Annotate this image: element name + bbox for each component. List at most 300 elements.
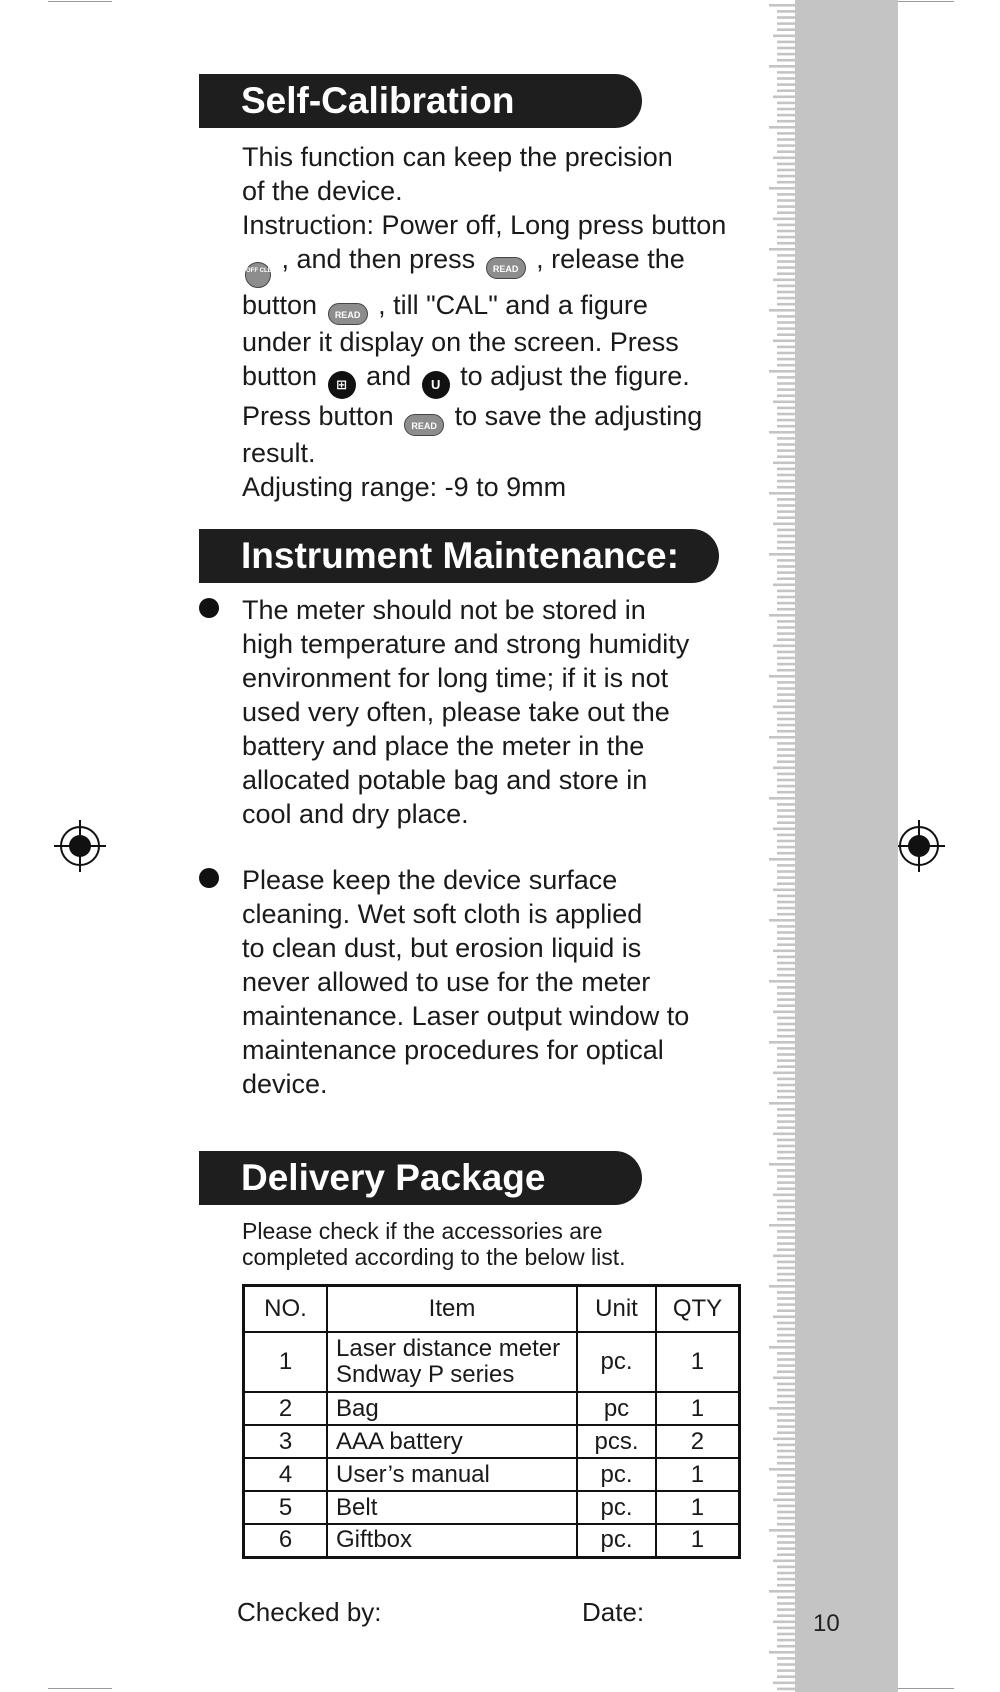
ruler-tick <box>777 852 807 855</box>
ruler-tick <box>777 1669 807 1672</box>
ruler-tick <box>777 1059 807 1062</box>
ruler-tick <box>777 1584 807 1587</box>
ruler-tick <box>777 480 807 483</box>
ruler-tick <box>777 1309 807 1312</box>
text-fragment: to adjust the figure. <box>452 361 690 391</box>
text-line <box>242 325 726 359</box>
ruler-tick <box>777 1084 807 1087</box>
ruler-tick <box>773 218 807 221</box>
cell-no: 2 <box>244 1392 328 1425</box>
ruler-tick <box>777 693 807 696</box>
delivery-intro-line: completed according to the below list. <box>242 1244 626 1270</box>
ruler-tick <box>777 108 807 111</box>
ruler-tick <box>777 1413 807 1416</box>
ruler-tick <box>769 919 807 922</box>
ruler-tick <box>777 1675 807 1678</box>
ruler-tick <box>777 1023 807 1026</box>
ruler-tick <box>777 1358 807 1361</box>
ruler-tick <box>773 279 807 282</box>
ruler-tick <box>777 516 807 519</box>
ruler-tick <box>773 828 807 831</box>
ruler-tick <box>777 602 807 605</box>
ruler-tick <box>773 1133 807 1136</box>
ruler-tick <box>777 1395 807 1398</box>
ruler-tick <box>769 1529 807 1532</box>
ruler-tick <box>777 577 807 580</box>
cell-no: 3 <box>244 1425 328 1458</box>
ruler-tick <box>777 547 807 550</box>
text-fragment: button <box>242 361 325 391</box>
text-line <box>242 359 726 399</box>
ruler-tick <box>777 1108 807 1111</box>
cell-item-line: Laser distance meter <box>336 1335 561 1362</box>
section-heading-delivery: Delivery Package <box>199 1151 642 1205</box>
cell-qty: 1 <box>656 1332 740 1392</box>
ruler-tick <box>777 28 807 31</box>
self-calibration-text <box>242 140 726 504</box>
cell-no: 6 <box>244 1524 328 1557</box>
ruler-tick <box>777 931 807 934</box>
text-line <box>242 208 726 242</box>
ruler-tick <box>777 773 807 776</box>
ruler-tick <box>769 614 807 617</box>
ruler-tick <box>777 1541 807 1544</box>
text-fragment: Adjusting range: -9 to 9mm <box>242 472 567 502</box>
text-fragment: to save the adjusting <box>447 401 703 431</box>
ruler-tick <box>777 53 807 56</box>
ruler-tick <box>777 809 807 812</box>
text-fragment: Instruction: Power off, Long press button <box>242 210 727 240</box>
ruler-tick <box>777 205 807 208</box>
text-line: Please keep the device surface <box>242 865 618 895</box>
ruler-tick <box>777 321 807 324</box>
text-line: to clean dust, but erosion liquid is <box>242 933 642 963</box>
ruler-tick <box>777 1004 807 1007</box>
ruler-tick <box>777 1328 807 1331</box>
cell-item: User’s manual <box>327 1458 577 1491</box>
table-row <box>244 1425 740 1458</box>
ruler-tick <box>777 486 807 489</box>
ruler-tick <box>769 1651 807 1654</box>
ruler-tick <box>777 632 807 635</box>
ruler-tick <box>769 65 807 68</box>
bullet-icon <box>199 868 219 888</box>
cell-item: Bag <box>327 1392 577 1425</box>
ruler-tick <box>777 1645 807 1648</box>
ruler-tick <box>773 1011 807 1014</box>
ruler-tick <box>777 236 807 239</box>
ruler-tick <box>777 620 807 623</box>
cell-qty: 1 <box>656 1392 740 1425</box>
maintenance-bullet-2 <box>242 863 689 1101</box>
delivery-intro <box>242 1218 626 1270</box>
registration-mark-icon <box>893 820 945 872</box>
text-fragment: and <box>358 361 419 391</box>
ruler-tick <box>769 370 807 373</box>
ruler-tick <box>773 706 807 709</box>
ruler-tick <box>777 1248 807 1251</box>
ruler-tick <box>777 1145 807 1148</box>
ruler-tick <box>777 1517 807 1520</box>
ruler-tick <box>777 474 807 477</box>
ruler-tick <box>777 510 807 513</box>
ruler-tick <box>777 254 807 257</box>
ruler-tick <box>769 736 807 739</box>
ruler-tick <box>777 1596 807 1599</box>
ruler-tick <box>777 83 807 86</box>
cell-no: 1 <box>244 1332 328 1392</box>
cell-no: 4 <box>244 1458 328 1491</box>
ruler-tick <box>777 699 807 702</box>
text-line <box>242 470 726 504</box>
ruler-tick <box>777 937 807 940</box>
text-line <box>242 140 726 174</box>
column-header-no: NO. <box>244 1286 328 1333</box>
ruler-ticks <box>757 0 807 1692</box>
ruler-tick <box>777 199 807 202</box>
ruler-tick <box>777 724 807 727</box>
ruler-tick <box>777 504 807 507</box>
maintenance-bullet-1 <box>242 593 689 831</box>
ruler-tick <box>777 59 807 62</box>
ruler-tick <box>773 1072 807 1075</box>
cell-unit: pcs. <box>577 1425 656 1458</box>
ruler-tick <box>777 1572 807 1575</box>
ruler-tick <box>769 309 807 312</box>
ruler-tick <box>777 608 807 611</box>
ruler-tick <box>773 340 807 343</box>
ruler-tick <box>777 425 807 428</box>
text-fragment: button <box>242 290 325 320</box>
cell-qty: 1 <box>656 1524 740 1557</box>
ruler-tick <box>777 71 807 74</box>
ruler-tick <box>777 346 807 349</box>
ruler-tick <box>777 407 807 410</box>
ruler-tick <box>777 138 807 141</box>
ruler-tick <box>777 1492 807 1495</box>
ruler-tick <box>769 797 807 800</box>
text-fragment: This function can keep the precision <box>242 142 673 172</box>
read-button-icon: READ <box>328 303 368 325</box>
ruler-tick <box>777 712 807 715</box>
ruler-tick <box>777 413 807 416</box>
ruler-tick <box>777 1334 807 1337</box>
ruler-tick <box>777 89 807 92</box>
ruler-tick <box>777 41 807 44</box>
ruler-tick <box>777 791 807 794</box>
checked-by-label: Checked by: <box>237 1597 382 1627</box>
ruler-tick <box>777 1431 807 1434</box>
ruler-tick <box>769 1407 807 1410</box>
text-line <box>242 242 726 288</box>
ruler-tick <box>777 968 807 971</box>
ruler-tick <box>777 1688 807 1691</box>
ruler-tick <box>769 1102 807 1105</box>
ruler-tick <box>777 1078 807 1081</box>
ruler-tick <box>777 754 807 757</box>
ruler-tick <box>777 1090 807 1093</box>
ruler-tick <box>777 394 807 397</box>
ruler-tick <box>777 1602 807 1605</box>
ruler-tick <box>777 1236 807 1239</box>
cell-unit: pc. <box>577 1491 656 1524</box>
text-fragment: , till "CAL" and a figure <box>370 290 648 320</box>
ruler-tick <box>773 462 807 465</box>
ruler-tick <box>777 297 807 300</box>
ruler-tick <box>777 1120 807 1123</box>
text-fragment: Press button <box>242 401 402 431</box>
ruler-tick <box>777 1505 807 1508</box>
ruler-tick <box>777 1261 807 1264</box>
ruler-tick <box>777 1303 807 1306</box>
ruler-tick <box>777 327 807 330</box>
column-header-qty: QTY <box>656 1286 740 1333</box>
cell-qty: 2 <box>656 1425 740 1458</box>
ruler-tick <box>773 1316 807 1319</box>
ruler-tick <box>777 1114 807 1117</box>
ruler-tick <box>777 681 807 684</box>
text-line: cool and dry place. <box>242 799 469 829</box>
cell-no: 5 <box>244 1491 328 1524</box>
table-row <box>244 1524 740 1557</box>
ruler-tick <box>777 596 807 599</box>
ruler-tick <box>777 260 807 263</box>
ruler-tick <box>769 1285 807 1288</box>
ruler-tick <box>773 1194 807 1197</box>
registration-mark-icon <box>54 820 106 872</box>
ruler-tick <box>777 163 807 166</box>
ruler-tick <box>777 895 807 898</box>
ruler-tick <box>777 1547 807 1550</box>
ruler-tick <box>777 748 807 751</box>
ruler-tick <box>777 1425 807 1428</box>
ruler-tick <box>777 1474 807 1477</box>
ruler-tick <box>769 126 807 129</box>
ruler-tick <box>777 718 807 721</box>
ruler-tick <box>777 638 807 641</box>
ruler-tick <box>777 730 807 733</box>
cell-unit: pc <box>577 1392 656 1425</box>
ruler-tick <box>777 840 807 843</box>
ruler-tick <box>777 974 807 977</box>
ruler-tick <box>777 1450 807 1453</box>
cell-qty: 1 <box>656 1458 740 1491</box>
ruler-tick <box>777 1139 807 1142</box>
ruler-tick <box>777 419 807 422</box>
ruler-tick <box>777 901 807 904</box>
ruler-tick <box>777 956 807 959</box>
ruler-tick <box>777 1401 807 1404</box>
ruler-tick <box>777 742 807 745</box>
ruler-tick <box>777 1566 807 1569</box>
off-clear-button-icon: OFF CLEAR <box>245 262 271 288</box>
ruler-tick <box>777 1535 807 1538</box>
text-line: environment for long time; if it is not <box>242 663 669 693</box>
ruler-tick <box>777 498 807 501</box>
unit-button-icon: U <box>422 371 450 399</box>
delivery-table <box>242 1284 741 1559</box>
ruler-tick <box>777 651 807 654</box>
ruler-tick <box>777 144 807 147</box>
text-line: used very often, please take out the <box>242 697 670 727</box>
ruler-tick <box>777 1230 807 1233</box>
ruler-strip <box>795 0 898 1692</box>
ruler-tick <box>777 1389 807 1392</box>
cell-unit: pc. <box>577 1524 656 1557</box>
ruler-tick <box>777 303 807 306</box>
column-header-unit: Unit <box>577 1286 656 1333</box>
ruler-tick <box>773 1560 807 1563</box>
ruler-tick <box>777 376 807 379</box>
ruler-tick <box>769 431 807 434</box>
text-fragment: under it display on the screen. Press <box>242 327 679 357</box>
ruler-tick <box>777 1419 807 1422</box>
ruler-tick <box>777 1364 807 1367</box>
ruler-tick <box>777 16 807 19</box>
ruler-tick <box>777 230 807 233</box>
ruler-tick <box>777 77 807 80</box>
ruler-tick <box>777 907 807 910</box>
ruler-tick <box>777 1218 807 1221</box>
ruler-tick <box>769 1346 807 1349</box>
ruler-tick <box>777 211 807 214</box>
ruler-tick <box>777 175 807 178</box>
ruler-tick <box>777 1206 807 1209</box>
text-line: device. <box>242 1069 328 1099</box>
ruler-tick <box>777 449 807 452</box>
ruler-tick <box>777 1181 807 1184</box>
date-label: Date: <box>582 1597 645 1627</box>
section-heading-self-calibration: Self-Calibration <box>199 74 642 128</box>
ruler-tick <box>777 870 807 873</box>
ruler-tick <box>777 1322 807 1325</box>
ruler-tick <box>777 285 807 288</box>
ruler-tick <box>777 102 807 105</box>
ruler-tick <box>777 1157 807 1160</box>
ruler-tick <box>777 291 807 294</box>
ruler-tick <box>777 266 807 269</box>
text-line: cleaning. Wet soft cloth is applied <box>242 899 643 929</box>
section-heading-maintenance: Instrument Maintenance: <box>199 529 719 583</box>
ruler-tick <box>769 553 807 556</box>
ruler-tick <box>777 382 807 385</box>
ruler-tick <box>777 626 807 629</box>
read-button-icon: READ <box>404 414 444 436</box>
ruler-tick <box>777 224 807 227</box>
ruler-tick <box>777 913 807 916</box>
ruler-tick <box>777 1273 807 1276</box>
ruler-tick <box>777 181 807 184</box>
ruler-tick <box>777 1297 807 1300</box>
ruler-tick <box>777 1242 807 1245</box>
text-line: allocated potable bag and store in <box>242 765 648 795</box>
ruler-tick <box>777 315 807 318</box>
text-line <box>242 436 726 470</box>
ruler-tick <box>777 1614 807 1617</box>
ruler-tick <box>777 882 807 885</box>
ruler-tick <box>777 1029 807 1032</box>
ruler-tick <box>777 169 807 172</box>
ruler-tick <box>777 150 807 153</box>
ruler-tick <box>777 1578 807 1581</box>
table-row <box>244 1491 740 1524</box>
ruler-tick <box>777 815 807 818</box>
table-row <box>244 1392 740 1425</box>
page-number: 10 <box>813 1610 840 1637</box>
ruler-tick <box>777 1035 807 1038</box>
ruler-tick <box>777 1200 807 1203</box>
ruler-tick <box>777 1383 807 1386</box>
ruler-tick <box>773 950 807 953</box>
ruler-tick <box>777 1633 807 1636</box>
ruler-tick <box>777 333 807 336</box>
ruler-tick <box>773 1377 807 1380</box>
ruler-tick <box>777 846 807 849</box>
ruler-tick <box>777 1151 807 1154</box>
ruler-tick <box>777 559 807 562</box>
ruler-tick <box>777 687 807 690</box>
ruler-tick <box>777 943 807 946</box>
ruler-tick <box>777 1523 807 1526</box>
ruler-tick <box>777 803 807 806</box>
text-line: maintenance procedures for optical <box>242 1035 664 1065</box>
ruler-tick <box>777 10 807 13</box>
ruler-tick <box>777 1511 807 1514</box>
ruler-tick <box>777 1267 807 1270</box>
ruler-tick <box>769 858 807 861</box>
ruler-tick <box>777 876 807 879</box>
ruler-tick <box>777 1639 807 1642</box>
cell-item-line: Sndway P series <box>336 1361 515 1388</box>
ruler-tick <box>777 1444 807 1447</box>
ruler-tick <box>777 1456 807 1459</box>
column-header-item: Item <box>327 1286 577 1333</box>
cell-qty: 1 <box>656 1491 740 1524</box>
text-line: maintenance. Laser output window to <box>242 1001 690 1031</box>
ruler-tick <box>769 980 807 983</box>
cell-item: Giftbox <box>327 1524 577 1557</box>
ruler-tick <box>777 565 807 568</box>
ruler-tick <box>773 889 807 892</box>
ruler-tick <box>777 364 807 367</box>
bullet-icon <box>199 598 219 618</box>
ruler-tick <box>777 272 807 275</box>
ruler-tick <box>773 584 807 587</box>
text-line <box>242 174 726 208</box>
ruler-tick <box>773 157 807 160</box>
ruler-tick <box>769 248 807 251</box>
ruler-tick <box>777 1053 807 1056</box>
cell-item: AAA battery <box>327 1425 577 1458</box>
text-line: high temperature and strong humidity <box>242 629 690 659</box>
ruler-tick <box>777 1657 807 1660</box>
ruler-tick <box>777 1553 807 1556</box>
ruler-tick <box>773 96 807 99</box>
ruler-tick <box>777 535 807 538</box>
ruler-tick <box>777 779 807 782</box>
table-row <box>244 1458 740 1491</box>
ruler-tick <box>769 4 807 7</box>
ruler-tick <box>773 1438 807 1441</box>
ruler-tick <box>777 437 807 440</box>
crop-mark <box>890 1 954 2</box>
ruler-tick <box>777 1486 807 1489</box>
ruler-tick <box>773 523 807 526</box>
ruler-tick <box>777 669 807 672</box>
ruler-tick <box>777 1212 807 1215</box>
cell-item <box>327 1332 577 1392</box>
ruler-tick <box>777 657 807 660</box>
